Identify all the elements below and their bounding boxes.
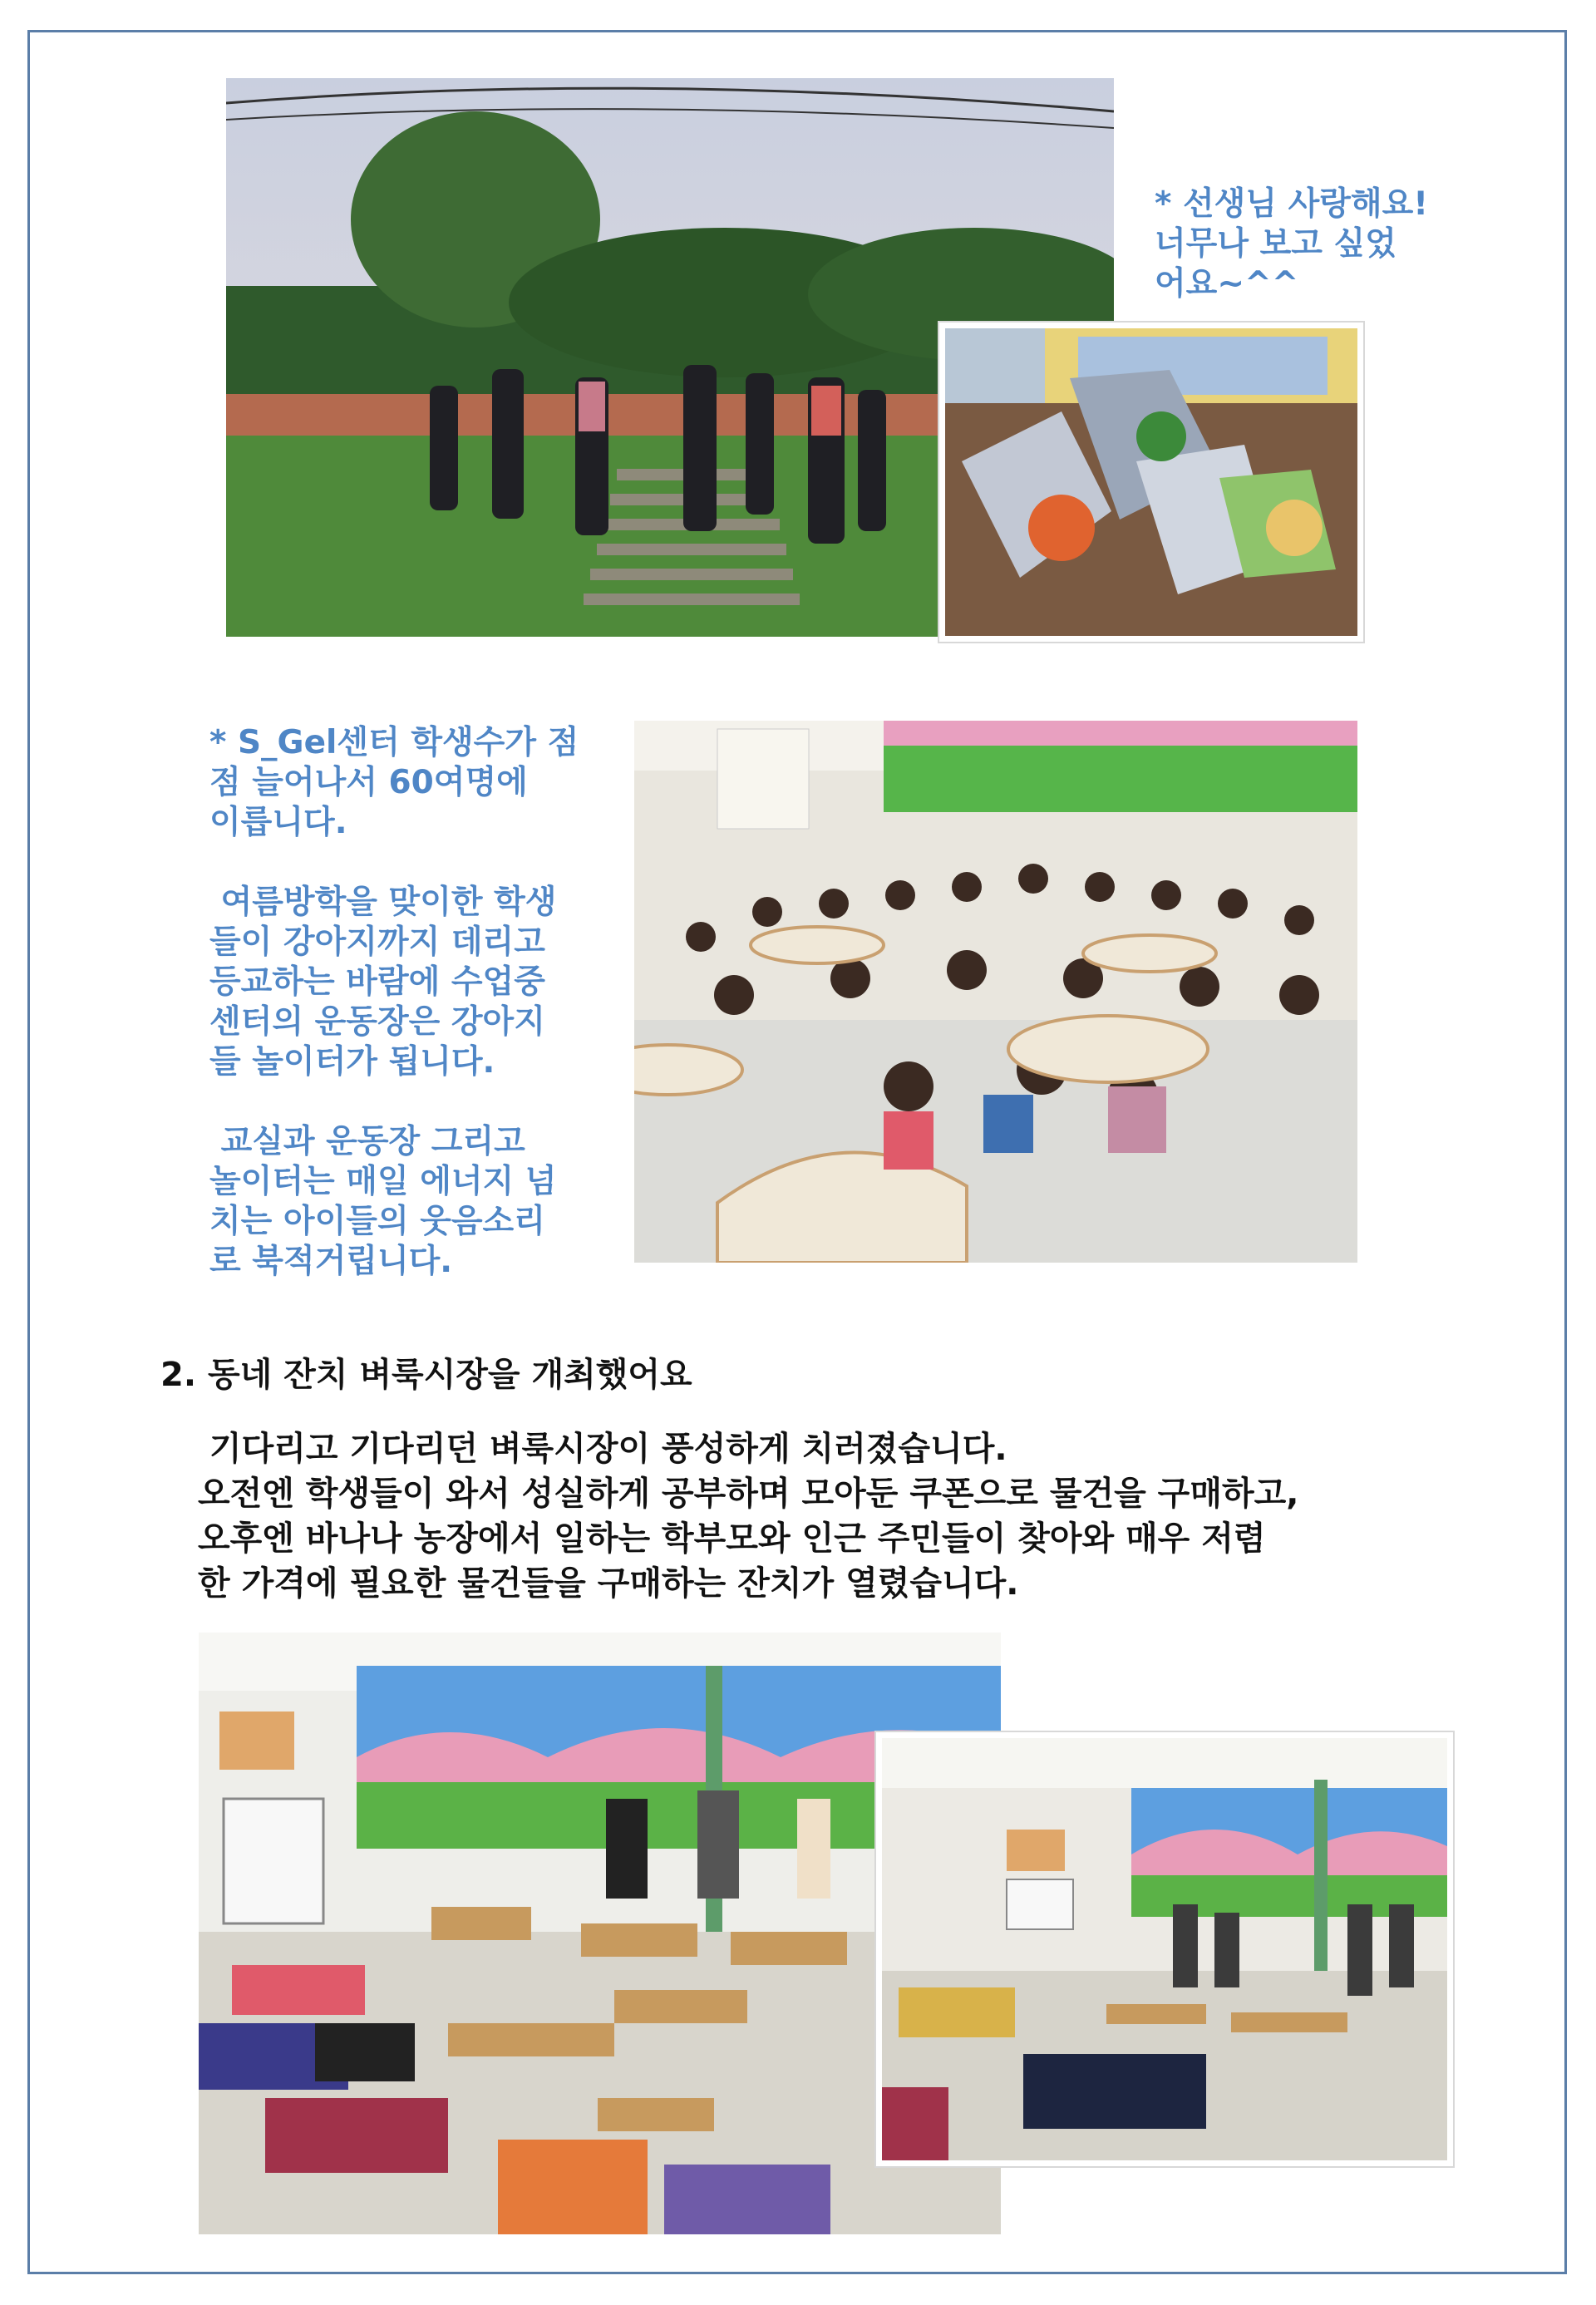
body-line: 오전엔 학생들이 와서 성실하게 공부하며 모아둔 쿠폰으로 물건을 구매하고,	[198, 1475, 1299, 1513]
caption-line: 센터의 운동장은 강아지	[209, 1003, 545, 1041]
section-body	[198, 1426, 1298, 1606]
center-students-caption	[209, 723, 584, 1282]
classroom-students-photo	[634, 721, 1357, 1263]
gift-snacks-photo	[939, 323, 1363, 642]
caption-line: 들 놀이터가 됩니다.	[209, 1043, 495, 1081]
caption-line: 너무나 보고 싶었	[1155, 225, 1396, 263]
caption-line: 어요~^^	[1155, 265, 1299, 303]
teacher-love-caption	[1155, 185, 1428, 304]
caption-line: 들이 강아지까지 데리고	[209, 923, 545, 961]
caption-line: 여름방학을 맞이한 학생	[209, 884, 557, 921]
body-line: 기다리고 기다리던 벼룩시장이 풍성하게 치러졌습니다.	[198, 1430, 1007, 1468]
caption-line: * S_Gel센터 학생수가 점	[209, 724, 579, 761]
caption-line: 놀이터는 매일 에너지 넘	[209, 1163, 557, 1200]
caption-line: 점 늘어나서 60여명에	[209, 764, 528, 801]
caption-line: 로 북적거립니다.	[209, 1243, 453, 1280]
caption-line: 이릅니다.	[209, 804, 347, 841]
section-heading: 2. 동네 잔치 벼룩시장을 개최했어요	[160, 1356, 692, 1394]
flea-market-view-photo	[876, 1732, 1453, 2166]
caption-line: * 선생님 사랑해요!	[1155, 185, 1429, 223]
caption-line: 교실과 운동장 그리고	[209, 1123, 525, 1160]
body-line: 오후엔 바나나 농장에서 일하는 학부모와 인근 주민들이 찾아와 매우 저렴	[198, 1519, 1266, 1558]
caption-line: 등교하는 바람에 수업중	[209, 963, 545, 1001]
caption-line: 치는 아이들의 웃음소리	[209, 1203, 545, 1240]
body-line: 한 가격에 필요한 물건들을 구매하는 잔치가 열렸습니다.	[198, 1564, 1019, 1603]
